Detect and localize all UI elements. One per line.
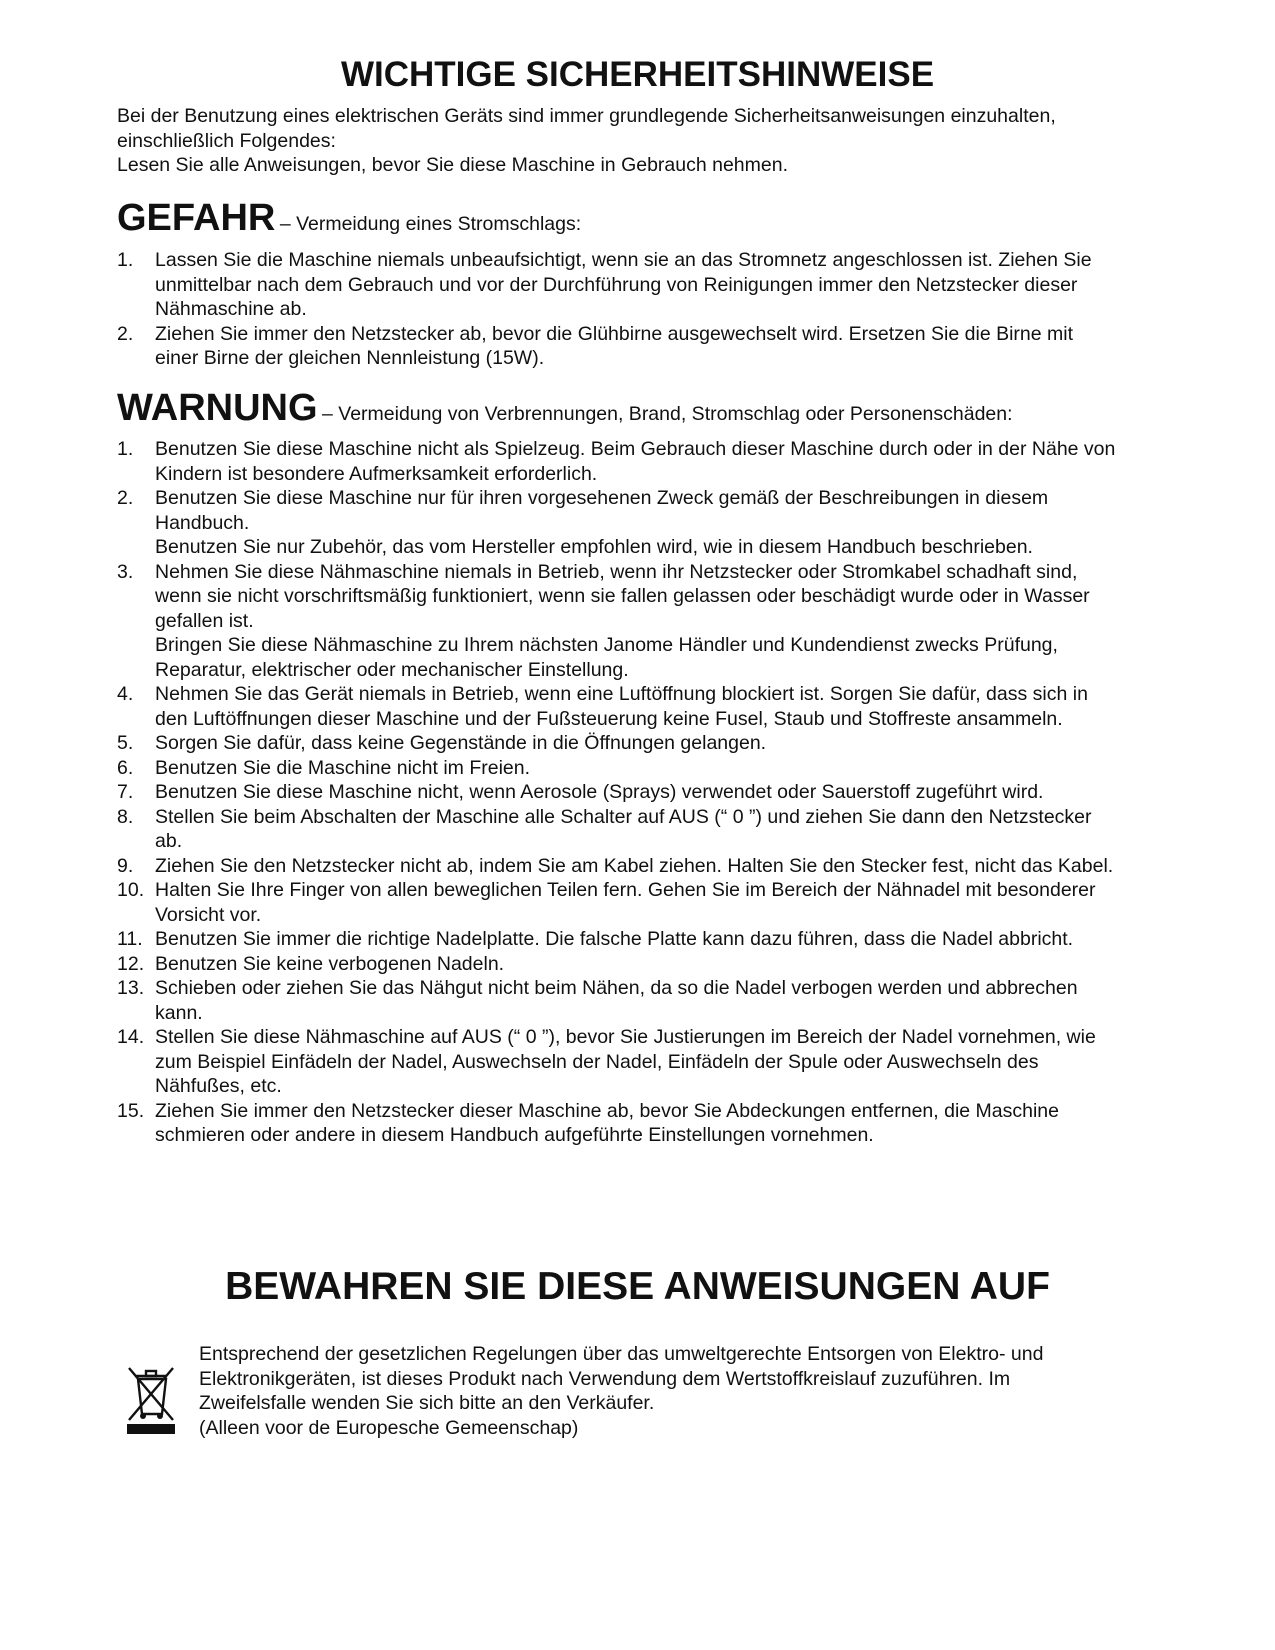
- danger-heading-label: GEFAHR: [117, 197, 276, 239]
- list-item-extra-text: Benutzen Sie nur Zubehör, das vom Hersteller empfohlen wird, wie in diesem Handbuch beschrieben.: [155, 536, 1033, 558]
- list-item-number: 4.: [117, 683, 134, 705]
- list-item-text: Ziehen Sie immer den Netzstecker ab, bevor die Glühbirne ausgewechselt wird. Ersetzen Sie die Birne mit einer Birne der gleichen Nennleistung (15W).: [155, 322, 1074, 369]
- list-item-number: 1.: [117, 249, 134, 271]
- list-item-number: 7.: [117, 781, 134, 803]
- list-item: [117, 682, 1117, 731]
- list-item-number: 2.: [117, 322, 134, 345]
- list-item-text: Halten Sie Ihre Finger von allen beweglichen Teilen fern. Gehen Sie im Bereich der Nähnadel mit besonderer Vorsicht vor.: [155, 879, 1096, 926]
- warning-heading-subtitle: – Vermeidung von Verbrennungen, Brand, Stromschlag oder Personenschäden:: [322, 403, 1013, 425]
- intro-line-2: Lesen Sie alle Anweisungen, bevor Sie diese Maschine in Gebrauch nehmen.: [117, 154, 789, 176]
- list-item-text: Schieben oder ziehen Sie das Nähgut nicht beim Nähen, da so die Nadel verbogen werden und abbrechen kann.: [155, 977, 1078, 1024]
- list-item: [117, 756, 1117, 781]
- list-item-number: 15.: [117, 1099, 145, 1122]
- list-item-number: 5.: [117, 732, 134, 754]
- list-item-text: Ziehen Sie den Netzstecker nicht ab, indem Sie am Kabel ziehen. Halten Sie den Stecker fest, nicht das Kabel.: [155, 854, 1114, 877]
- intro-text: [117, 104, 1177, 178]
- list-item-text: Benutzen Sie immer die richtige Nadelplatte. Die falsche Platte kann dazu führen, dass die Nadel abbricht.: [155, 928, 1074, 950]
- list-item-number: 9.: [117, 854, 134, 877]
- list-item: [117, 854, 1117, 879]
- list-item-text: Sorgen Sie dafür, dass keine Gegenstände in die Öffnungen gelangen.: [155, 732, 767, 754]
- warning-heading: [117, 386, 1013, 430]
- danger-heading-subtitle: – Vermeidung eines Stromschlags:: [279, 213, 582, 235]
- danger-heading: [117, 196, 581, 240]
- list-item: [117, 731, 1117, 756]
- list-item-text: Lassen Sie die Maschine niemals unbeaufsichtigt, wenn sie an das Stromnetz angeschlossen ist. Ziehen Sie unmittelbar nach dem Gebrauch und vor der Durchführung von Reinigungen immer den Netzstecker dieser Nähmaschine ab.: [155, 249, 1092, 320]
- list-item-number: 12.: [117, 952, 145, 975]
- list-item: [117, 486, 1117, 560]
- list-item-text: Stellen Sie diese Nähmaschine auf AUS (“ 0 ”), bevor Sie Justierungen im Bereich der Nadel vornehmen, wie zum Beispiel Einfädeln der Nadel, Auswechseln der Nadel, Einfädeln der Spule oder Auswechseln des Nähfußes, etc.: [155, 1026, 1096, 1097]
- list-item-text: Benutzen Sie diese Maschine nicht, wenn Aerosole (Sprays) verwendet oder Sauerstoff zugeführt wird.: [155, 781, 1044, 803]
- list-item-text: Nehmen Sie diese Nähmaschine niemals in Betrieb, wenn ihr Netzstecker oder Stromkabel schadhaft sind, wenn sie nicht vorschriftsmäßig funktioniert, wenn sie fallen gelassen oder beschädigt wurde oder in Wasser gefallen ist.: [155, 560, 1090, 632]
- list-item: [117, 780, 1117, 805]
- list-item-number: 2.: [117, 487, 134, 509]
- list-item-number: 14.: [117, 1026, 145, 1048]
- danger-list: [117, 248, 1117, 371]
- list-item-text: Benutzen Sie diese Maschine nur für ihren vorgesehenen Zweck gemäß der Beschreibungen in diesem Handbuch.: [155, 487, 1049, 534]
- list-item-text: Stellen Sie beim Abschalten der Maschine alle Schalter auf AUS (“ 0 ”) und ziehen Sie dann den Netzstecker ab.: [155, 805, 1092, 852]
- list-item-text: Ziehen Sie immer den Netzstecker dieser Maschine ab, bevor Sie Abdeckungen entfernen, die Maschine schmieren oder andere in diesem Handbuch aufgeführte Einstellungen vornehmen.: [155, 1099, 1059, 1146]
- disposal-notice: [199, 1342, 1119, 1440]
- list-item: [117, 560, 1117, 683]
- list-item-number: 10.: [117, 879, 145, 901]
- crossed-out-wheelie-bin-icon: [127, 1366, 175, 1434]
- list-item-number: 13.: [117, 977, 145, 999]
- list-item: [117, 952, 1117, 977]
- list-item-number: 11.: [117, 928, 143, 950]
- list-item: [117, 322, 1117, 371]
- list-item: [117, 805, 1117, 854]
- list-item-text: Benutzen Sie diese Maschine nicht als Spielzeug. Beim Gebrauch dieser Maschine durch oder in der Nähe von Kindern ist besondere Aufmerksamkeit erforderlich.: [155, 438, 1116, 485]
- list-item: [117, 976, 1117, 1025]
- page-title: WICHTIGE SICHERHEITSHINWEISE: [340, 55, 935, 94]
- list-item-number: 6.: [117, 756, 134, 779]
- warning-heading-label: WARNUNG: [117, 387, 318, 429]
- list-item: [117, 878, 1117, 927]
- list-item: [117, 1099, 1117, 1148]
- intro-line-1: Bei der Benutzung eines elektrischen Geräts sind immer grundlegende Sicherheitsanweisungen einzuhalten, einschließlich Folgendes:: [117, 105, 1056, 152]
- list-item-number: 1.: [117, 438, 134, 460]
- list-item-text: Benutzen Sie keine verbogenen Nadeln.: [155, 952, 505, 975]
- list-item: [117, 927, 1117, 952]
- list-item-extra-text: Bringen Sie diese Nähmaschine zu Ihrem nächsten Janome Händler und Kundendienst zwecks Prüfung, Reparatur, elektrischer oder mechanischer Einstellung.: [155, 634, 1058, 681]
- list-item-number: 3.: [117, 560, 134, 583]
- list-item: [117, 437, 1117, 486]
- footer-title: BEWAHREN SIE DIESE ANWEISUNGEN AUF: [225, 1265, 1050, 1308]
- disposal-note: (Alleen voor de Europesche Gemeenschap): [199, 1416, 579, 1439]
- list-item: [117, 248, 1117, 322]
- warning-list: [117, 437, 1117, 1148]
- disposal-text: Entsprechend der gesetzlichen Regelungen über das umweltgerechte Entsorgen von Elektro- und Elektronikgeräten, ist dieses Produkt nach Verwendung dem Wertstoffkreislauf zuzuführen. Im Zweifelsfalle wenden Sie sich bitte an den Verkäufer.: [199, 1343, 1044, 1414]
- list-item: [117, 1025, 1117, 1099]
- list-item-text: Nehmen Sie das Gerät niemals in Betrieb, wenn eine Luftöffnung blockiert ist. Sorgen Sie dafür, dass sich in den Luftöffnungen dieser Maschine und der Fußsteuerung keine Fusel, Staub und Stoffreste ansammeln.: [155, 683, 1088, 730]
- list-item-text: Benutzen Sie die Maschine nicht im Freien.: [155, 756, 531, 779]
- list-item-number: 8.: [117, 805, 134, 828]
